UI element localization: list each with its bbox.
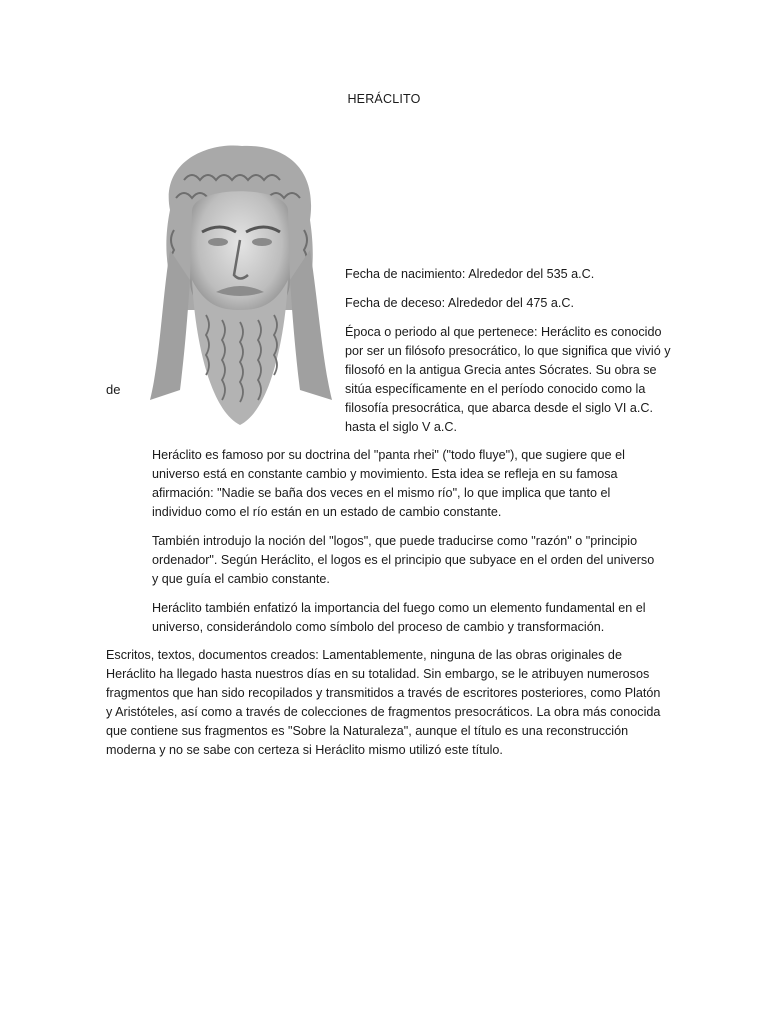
fire-paragraph: Heráclito también enfatizó la importancia del fuego como un elemento fundamental en el universo, considerándolo como símbolo del proceso de cambio y transformación. (152, 601, 646, 634)
writings-text-block (106, 646, 666, 760)
stray-word: de (106, 382, 121, 397)
indented-text-block (152, 446, 662, 647)
panta-rhei-paragraph: Heráclito es famoso por su doctrina del "panta rhei" ("todo fluye"), que sugiere que el universo está en constante cambio y movimiento. Esta idea se refleja en su famosa afirmación: "Nadie se baña dos veces en el mismo río", lo que implica que tanto el individuo como el río están en un estado de cambio constante. (152, 448, 625, 519)
side-text-block (345, 265, 675, 447)
logos-paragraph: También introdujo la noción del "logos", que puede traducirse como "razón" o "principio ordenador". Según Heráclito, el logos es el principio que subyace en el orden del universo y que guía el cambio constante. (152, 534, 655, 586)
heraclitus-bust-image (140, 140, 336, 430)
page-title: HERÁCLITO (347, 92, 421, 106)
period-paragraph: Época o periodo al que pertenece: Heráclito es conocido por ser un filósofo presocrático, lo que significa que vivió y filosofó en la antigua Grecia antes Sócrates. Su obra se sitúa específicamente en el período conocido como la filosofía presocrática, que abarca desde el siglo VI a.C. hasta el siglo V a.C. (345, 325, 671, 434)
birth-date-paragraph: Fecha de nacimiento: Alrededor del 535 a.C. (345, 267, 595, 281)
death-date-paragraph: Fecha de deceso: Alrededor del 475 a.C. (345, 296, 574, 310)
writings-paragraph: Escritos, textos, documentos creados: Lamentablemente, ninguna de las obras originales de Heráclito ha llegado hasta nuestros días en su totalidad. Sin embargo, se le atribuyen numerosos fragmentos que han sido recopilados y transmitidos a través de escritores posteriores, como Platón y Aristóteles, así como a través de colecciones de fragmentos presocráticos. La obra más conocida que contiene sus fragmentos es "Sobre la Naturaleza", aunque el título es una reconstrucción moderna y no se sabe con certeza si Heráclito mismo utilizó este título. (106, 648, 661, 757)
